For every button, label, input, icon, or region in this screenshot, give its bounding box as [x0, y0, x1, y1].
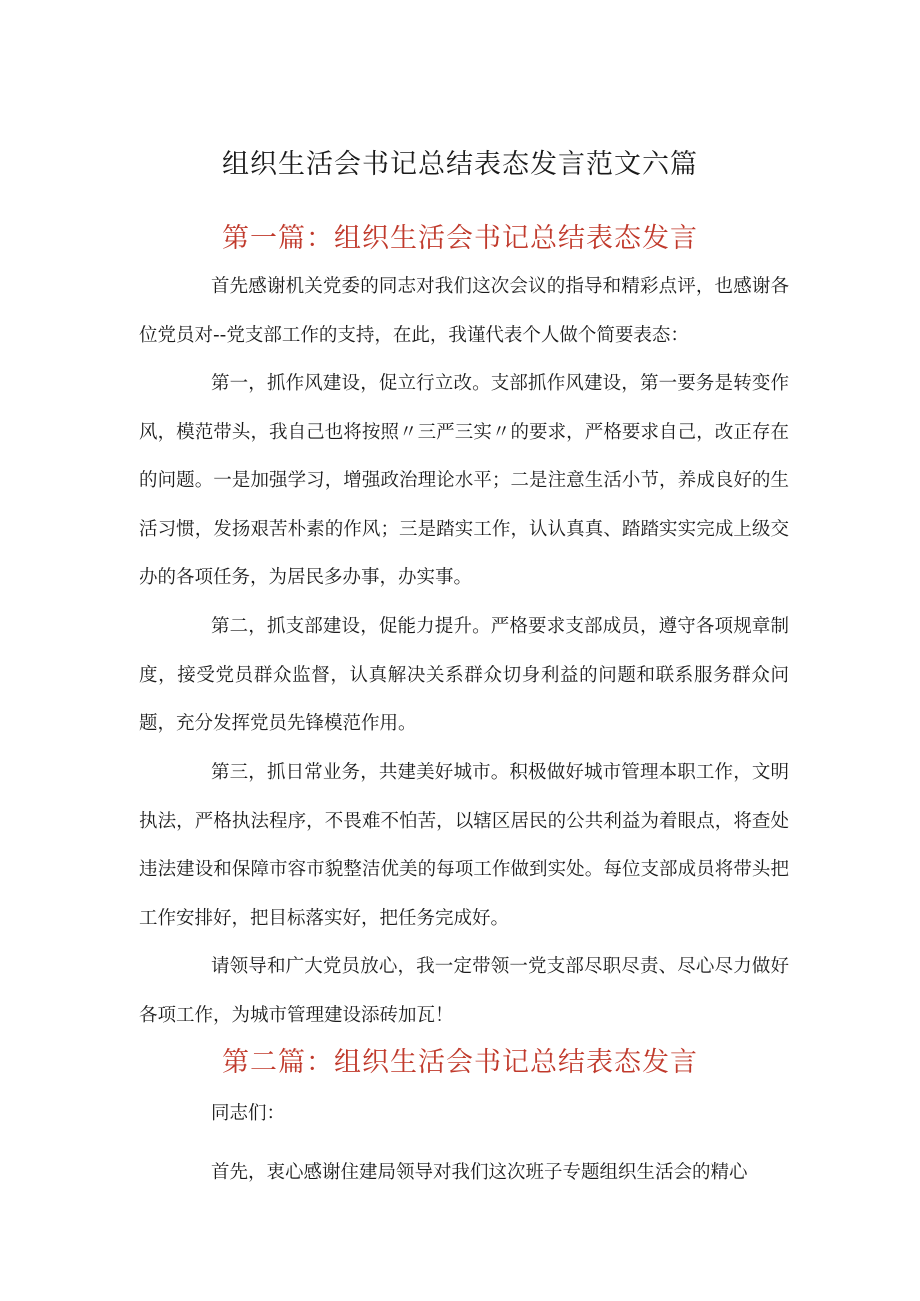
- section-1-paragraph-1: 首先感谢机关党委的同志对我们这次会议的指导和精彩点评，也感谢各位党员对--党支部工作的支持，在此，我谨代表个人做个简要表态：: [139, 276, 789, 346]
- section-1-heading: 第一篇：组织生活会书记总结表态发言: [222, 223, 698, 254]
- document-title: 组织生活会书记总结表态发言范文六篇: [222, 149, 698, 180]
- section-2-paragraph-2: 首先，衷心感谢住建局领导对我们这次班子专题组织生活会的精心: [211, 1162, 748, 1183]
- section-1-paragraph-3: 第二，抓支部建设，促能力提升。严格要求支部成员，遵守各项规章制度，接受党员群众监督，认真解决关系群众切身利益的问题和联系服务群众问题，充分发挥党员先锋模范作用。: [139, 616, 789, 735]
- section-2-heading: 第二篇：组织生活会书记总结表态发言: [222, 1047, 698, 1078]
- section-1-paragraph-5: 请领导和广大党员放心，我一定带领一党支部尽职尽责、尽心尽力做好各项工作，为城市管理建设添砖加瓦！: [139, 956, 789, 1026]
- section-2-paragraph-1: 同志们：: [211, 1103, 286, 1124]
- section-1-paragraph-2: 第一，抓作风建设，促立行立改。支部抓作风建设，第一要务是转变作风，模范带头，我自己也将按照〃三严三实〃的要求，严格要求自己，改正存在的问题。一是加强学习，增强政治理论水平；二是注意生活小节，养成良好的生活习惯，发扬艰苦朴素的作风；三是踏实工作，认认真真、踏踏实实完成上级交办的各项任务，为居民多办事，办实事。: [139, 373, 789, 589]
- section-1-paragraph-4: 第三，抓日常业务，共建美好城市。积极做好城市管理本职工作，文明执法，严格执法程序，不畏难不怕苦，以辖区居民的公共利益为着眼点，将查处违法建设和保障市容市貌整洁优美的每项工作做到实处。每位支部成员将带头把工作安排好，把目标落实好，把任务完成好。: [139, 762, 789, 929]
